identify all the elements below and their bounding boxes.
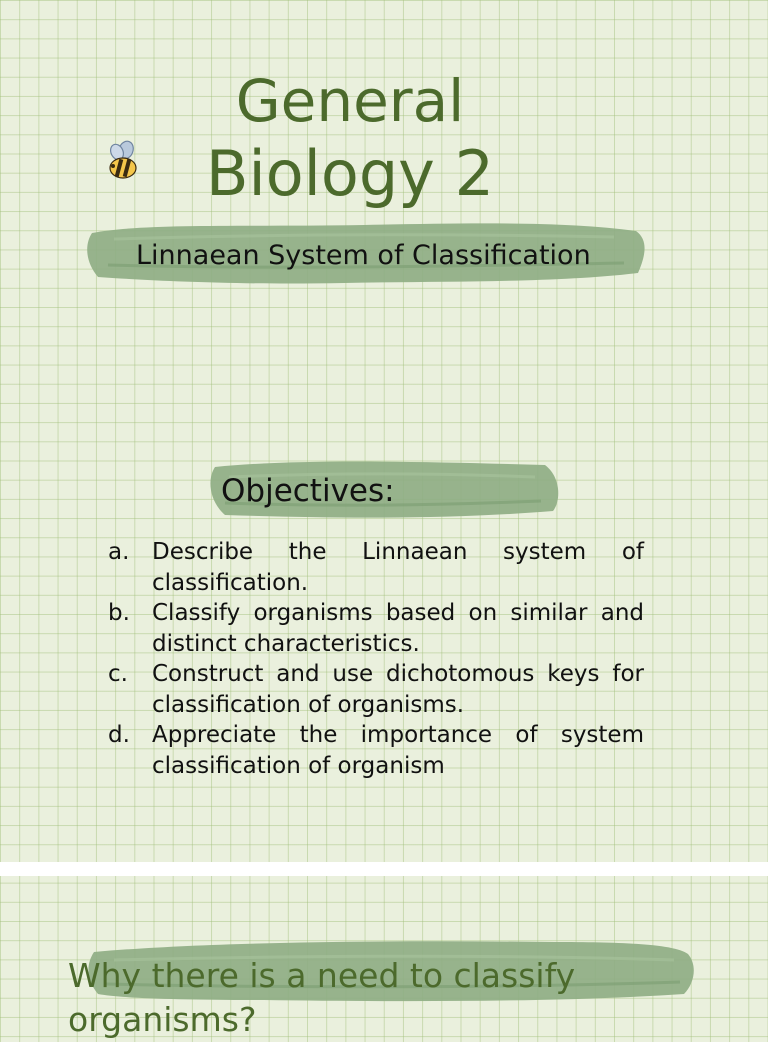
list-item (108, 598, 644, 659)
title-line-2: Biology 2 (205, 137, 495, 210)
subtitle: Linnaean System of Classification (136, 240, 591, 271)
list-item (108, 659, 644, 720)
objectives-list (108, 537, 644, 781)
list-marker: b. (108, 600, 130, 626)
list-marker: d. (108, 722, 130, 748)
list-item-text: Describe the Linnaean system of classification. (152, 539, 644, 596)
list-marker: a. (108, 539, 130, 565)
list-item-text: Appreciate the importance of system classification of organism (152, 722, 644, 779)
objectives-heading: Objectives: (221, 473, 395, 509)
bee-icon (104, 140, 142, 184)
title-line-1: General (235, 67, 465, 135)
list-item-text: Construct and use dichotomous keys for classification of organisms. (152, 661, 644, 718)
slide-separator (0, 862, 768, 876)
list-item-text: Classify organisms based on similar and distinct characteristics. (152, 600, 644, 657)
list-item (108, 720, 644, 781)
list-item (108, 537, 644, 598)
question-heading: Why there is a need to classify organisms? (68, 956, 576, 1039)
list-marker: c. (108, 661, 128, 687)
